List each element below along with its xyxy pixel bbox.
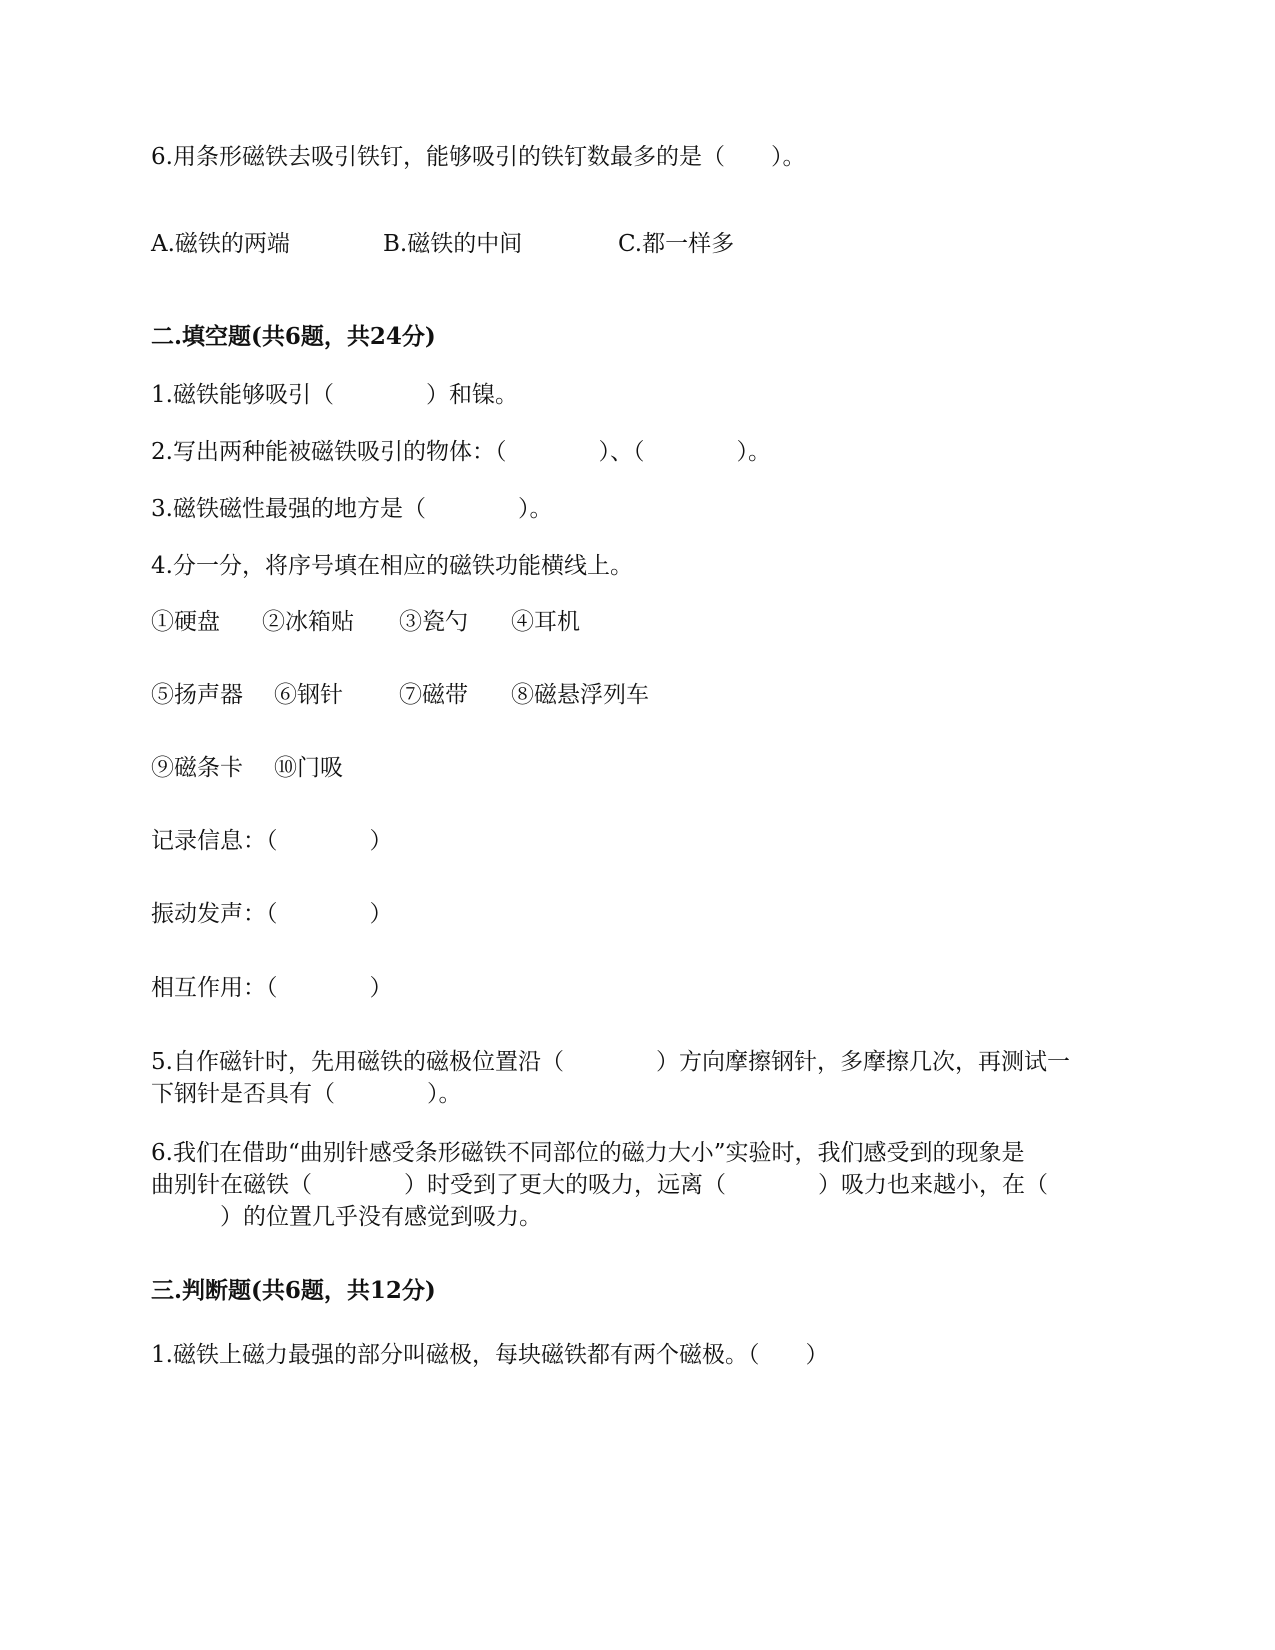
option-a: A.磁铁的两端 bbox=[151, 231, 290, 257]
item: ⑩门吸 bbox=[274, 755, 343, 781]
item: ①硬盘 bbox=[151, 609, 220, 635]
item: ⑨磁条卡 bbox=[151, 755, 243, 781]
item: ⑦磁带 bbox=[399, 682, 468, 708]
question-5-line-1: 5.自作磁针时，先用磁铁的磁极位置沿（ ）方向摩擦钢针，多摩擦几次，再测试一 bbox=[151, 1049, 1070, 1075]
question-1: 1.磁铁上磁力最强的部分叫磁极，每块磁铁都有两个磁极。（ ） bbox=[151, 1342, 829, 1368]
option-c: C.都一样多 bbox=[618, 231, 735, 257]
section-heading: 二.填空题(共6题，共24分) bbox=[151, 323, 436, 350]
question-6-line-3: ）的位置几乎没有感觉到吸力。 bbox=[151, 1204, 542, 1230]
question-1: 1.磁铁能够吸引（ ）和镍。 bbox=[151, 382, 518, 408]
function-record: 记录信息：（ ） bbox=[151, 828, 393, 854]
question-stem: 6.用条形磁铁去吸引铁钉，能够吸引的铁钉数最多的是（ ）。 bbox=[151, 144, 806, 170]
item: ④耳机 bbox=[511, 609, 580, 635]
option-b: B.磁铁的中间 bbox=[383, 231, 523, 257]
section-heading: 三.判断题(共6题，共12分) bbox=[151, 1277, 436, 1304]
question-6-line-1: 6.我们在借助“曲别针感受条形磁铁不同部位的磁力大小”实验时，我们感受到的现象是 bbox=[151, 1140, 1025, 1166]
item: ②冰箱贴 bbox=[262, 609, 354, 635]
item: ⑥钢针 bbox=[274, 682, 343, 708]
item: ⑧磁悬浮列车 bbox=[511, 682, 649, 708]
question-4: 4.分一分，将序号填在相应的磁铁功能横线上。 bbox=[151, 553, 633, 579]
question-3: 3.磁铁磁性最强的地方是（ ）。 bbox=[151, 496, 553, 522]
item: ③瓷勺 bbox=[399, 609, 468, 635]
function-interact: 相互作用：（ ） bbox=[151, 975, 393, 1001]
question-5-line-2: 下钢针是否具有（ ）。 bbox=[151, 1081, 462, 1107]
question-2: 2.写出两种能被磁铁吸引的物体：（ ）、（ ）。 bbox=[151, 439, 771, 465]
question-6-line-2: 曲别针在磁铁（ ）时受到了更大的吸力，远离（ ）吸力也来越小，在（ bbox=[151, 1172, 1048, 1198]
function-sound: 振动发声：（ ） bbox=[151, 901, 393, 927]
item: ⑤扬声器 bbox=[151, 682, 243, 708]
